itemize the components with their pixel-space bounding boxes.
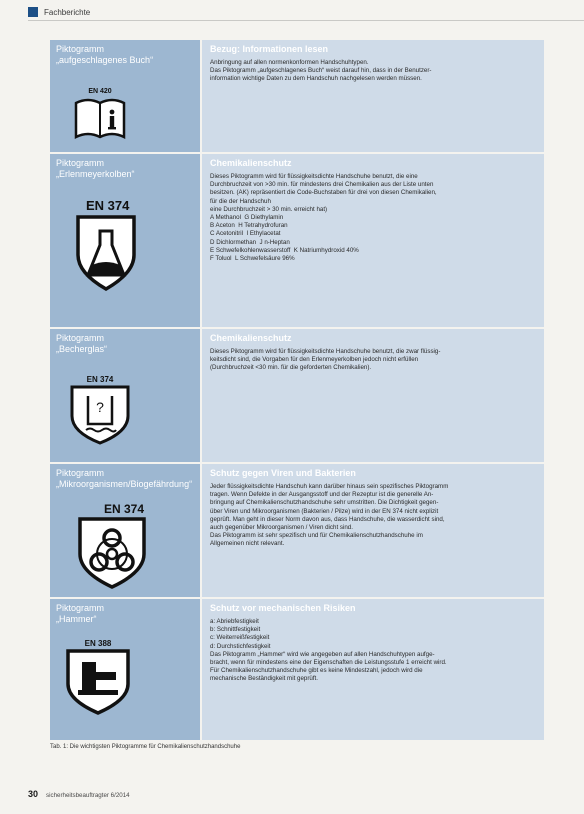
journal-name: sicherheitsbeauftragter 6/2014 — [46, 792, 130, 799]
text-line: F Toluol L Schwefelsäure 96% — [210, 255, 295, 263]
row-heading: Chemikalienschutz — [210, 333, 292, 343]
row-text — [210, 348, 536, 373]
table-row — [50, 154, 544, 329]
erlenmeyer-flask-icon — [72, 198, 152, 293]
table-row — [50, 599, 544, 740]
text-line: Anbringung auf allen normenkonformen Handschuhtypen. — [210, 59, 369, 66]
text-line: Das Piktogramm „Hammer“ wird wie angegeben auf allen Handschuhtypen aufge- — [210, 650, 435, 658]
header-rule — [28, 20, 584, 21]
row-text — [210, 173, 536, 263]
pictogram-label: Piktogramm — [56, 468, 105, 478]
norm-label: EN 374 — [86, 375, 114, 384]
text-line: bracht, wenn für mindestens eine der Eigenschaften die Leistungsstufe 1 erreicht wird. — [210, 659, 447, 667]
pictogram-table — [50, 40, 544, 740]
text-line: a: Abriebfestigkeit — [210, 618, 259, 625]
text-line: b: Schnittfestigkeit — [210, 626, 261, 634]
description-cell — [202, 40, 544, 152]
row-heading: Bezug: Informationen lesen — [210, 44, 329, 54]
pictogram-label: Piktogramm — [56, 44, 105, 54]
pictogram-name: „Becherglas“ — [56, 344, 108, 354]
running-header — [28, 6, 90, 18]
description-cell — [202, 329, 544, 462]
description-cell — [202, 464, 544, 597]
description-cell — [202, 154, 544, 327]
text-line: Das Piktogramm „aufgeschlagenes Buch“ weist darauf hin, dass in der Benutzer- — [210, 67, 432, 75]
row-heading: Chemikalienschutz — [210, 158, 292, 168]
text-line: D Dichlormethan J n-Heptan — [210, 238, 290, 246]
text-line: (Durchbruchzeit <30 min. für die geforderten Chemikalien). — [210, 364, 372, 372]
description-cell — [202, 599, 544, 740]
hammer-icon — [64, 639, 132, 716]
table-row — [50, 40, 544, 154]
text-line: c: Weiterreißfestigkeit — [210, 634, 270, 642]
row-text — [210, 59, 536, 84]
table-caption: Tab. 1: Die wichtigsten Piktogramme für Chemikalienschutzhandschuhe — [50, 744, 241, 750]
row-text — [210, 483, 536, 549]
pictogram-cell — [50, 329, 202, 462]
text-line: Für Chemikalienschutzhandschuhe gibt es keine Mindestzahl, jedoch wird die — [210, 667, 423, 675]
norm-label: EN 374 — [103, 502, 144, 516]
row-text — [210, 618, 536, 684]
table-row — [50, 464, 544, 599]
pictogram-cell — [50, 40, 202, 152]
text-line: information wichtige Daten zu dem Handschuh nachgelesen werden müssen. — [210, 75, 422, 83]
beaker-question-icon — [68, 375, 132, 446]
text-line: Allgemeinen nicht relevant. — [210, 540, 285, 548]
section-marker-icon — [28, 7, 38, 17]
text-line: A Methanol G Diethylamin — [210, 214, 284, 222]
norm-label: EN 374 — [86, 198, 130, 213]
svg-text:?: ? — [96, 399, 104, 415]
text-line: für die der Handschuh — [210, 197, 271, 205]
pictogram-cell — [50, 599, 202, 740]
biohazard-icon — [72, 502, 152, 590]
text-line: Dieses Piktogramm wird für flüssigkeitsdichte Handschuhe benutzt, die eine — [210, 173, 418, 180]
text-line: Das Piktogramm ist sehr spezifisch und für Chemikalienschutzhandschuhe im — [210, 532, 423, 540]
pictogram-name: „aufgeschlagenes Buch“ — [56, 55, 154, 65]
pictogram-label: Piktogramm — [56, 333, 105, 343]
section-title: Fachberichte — [44, 7, 91, 17]
text-line: besitzen. (AK) repräsentiert die Code-Buchstaben für drei von diesen Chemikalien, — [210, 189, 437, 197]
text-line: Jeder flüssigkeitsdichte Handschuh kann darüber hinaus sein spezifisches Piktogramm — [210, 483, 449, 490]
pictogram-label: Piktogramm — [56, 603, 105, 613]
text-line: B Aceton H Tetrahydrofuran — [210, 222, 288, 230]
text-line: Dieses Piktogramm wird für flüssigkeitsdichte Handschuhe benutzt, die zwar flüssig- — [210, 348, 441, 355]
text-line: auch gegenüber Mikroorganismen / Viren dicht sind. — [210, 524, 353, 532]
page-footer — [28, 789, 130, 799]
text-line: C Acetonitril I Ethylacetat — [210, 230, 281, 238]
row-heading: Schutz gegen Viren und Bakterien — [210, 468, 356, 478]
pictogram-name: „Erlenmeyerkolben“ — [56, 169, 135, 179]
table-row — [50, 329, 544, 464]
text-line: über Viren und Mikroorganismen (Bakterien / Pilze) wird in der EN 374 nicht explizit — [210, 507, 439, 515]
text-line: eine Durchbruchzeit > 30 min. erreicht hat) — [210, 205, 328, 213]
text-line: bringung auf Chemikalienschutzhandschuhe sehr umstritten. Die Dichtigkeit gegen- — [210, 499, 439, 507]
pictogram-label: Piktogramm — [56, 158, 105, 168]
pictogram-name: „Hammer“ — [56, 614, 97, 624]
row-heading: Schutz vor mechanischen Risiken — [210, 603, 356, 613]
text-line: geprüft. Man geht in dieser Norm davon aus, dass Handschuhe, die wasserdicht sind, — [210, 515, 445, 523]
pictogram-cell — [50, 464, 202, 597]
norm-label: EN 420 — [88, 88, 112, 95]
pictogram-cell — [50, 154, 202, 327]
text-line: E Schwefelkohlenwasserstoff K Natriumhydroxid 40% — [210, 246, 359, 254]
page-number: 30 — [28, 789, 39, 799]
pictogram-name: „Mikroorganismen/Biogefährdung“ — [56, 479, 193, 489]
text-line: tragen. Wenn Defekte in der Ausgangsstoff und der Rezeptur ist die generelle An- — [210, 491, 434, 499]
norm-label: EN 388 — [84, 639, 112, 648]
open-book-info-icon — [72, 88, 128, 141]
text-line: d: Durchstichfestigkeit — [210, 642, 271, 650]
text-line: keitsdicht sind, die Vorgaben für den Erlenmeyerkolben jedoch nicht erfüllen — [210, 356, 419, 364]
text-line: Durchbruchzeit von >30 min. für mindestens drei Chemikalien aus der Liste unten — [210, 181, 434, 189]
text-line: mechanische Beständigkeit mit geprüft. — [210, 675, 318, 683]
